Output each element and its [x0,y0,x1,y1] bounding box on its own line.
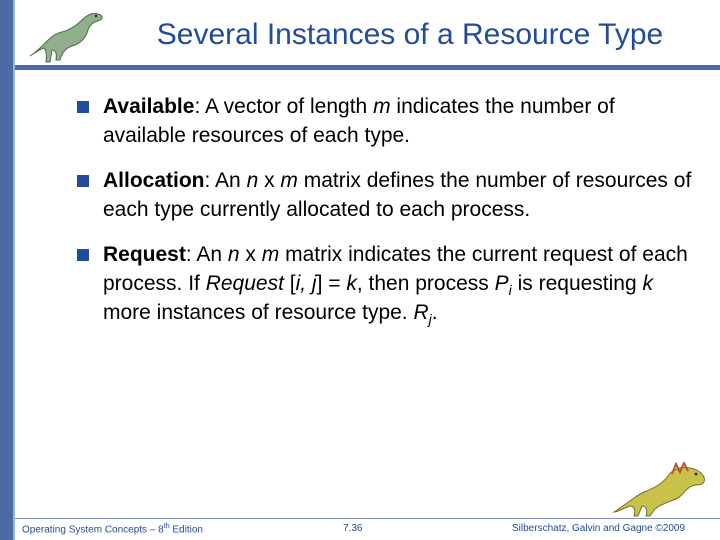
slide-title: Several Instances of a Resource Type [156,18,664,51]
title-divider [15,65,720,70]
bullet-allocation: Allocation: An n x m matrix defines the number of resources of each type currently allocated to each process. [78,166,693,224]
left-sidebar-bar [0,0,13,540]
bullet-list [78,92,693,343]
term-request: Request [103,243,186,266]
footer-page-number: 7.36 [343,523,363,534]
bullet-available: Available: A vector of length m indicates the number of available resources of each type. [78,92,693,150]
term-available: Available [103,95,195,118]
square-bullet-icon [77,249,89,261]
footer-book: Operating System Concepts – 8th Edition [22,523,203,536]
square-bullet-icon [77,101,89,113]
term-allocation: Allocation [103,169,205,192]
dinosaur-icon [22,4,112,68]
square-bullet-icon [77,175,89,187]
bullet-request: Request: An n x m matrix indicates the current request of each process. If Request [i, j] = k, then process $P_i$ is requesting k more instances of resource type. $R_j$. [78,240,693,327]
dinosaur-icon [610,462,710,518]
footer-copyright: Silberschatz, Galvin and Gagne ©2009 [512,523,686,534]
footer-divider [15,518,720,519]
